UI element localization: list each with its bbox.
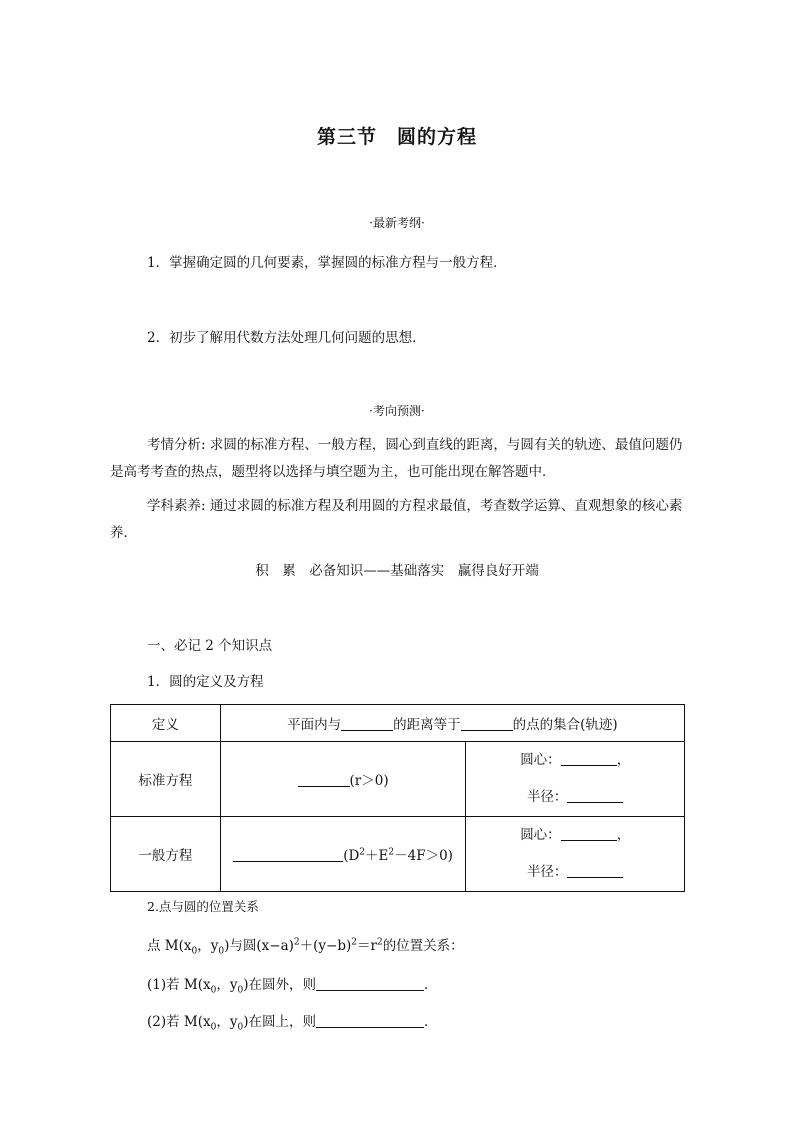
case-end: ． [424,977,438,993]
literacy-paragraph: 学科素养: 通过求圆的标准方程及利用圆的方程求最值，考查数学运算、直观想象的核心素养． [110,498,683,541]
position-heading: 2.点与圆的位置关系 [147,899,259,914]
circle-definition-table [110,704,685,892]
section-latest-heading: ·最新考纲· [369,216,425,230]
page-title: 第三节 圆的方程 [316,126,477,148]
fill-blank [567,863,623,878]
subscript: 0 [210,985,217,996]
definition-text-part: 平面内与 [287,717,342,733]
intro-part: 点 M(x [147,938,192,954]
intro-part: )与圆(x−a) [224,938,294,954]
subscript: 0 [218,946,225,957]
case-text: ，y [216,1014,238,1030]
superscript: 2 [293,937,300,948]
radius-label: 半径： [526,864,568,880]
definition-heading: 1．圆的定义及方程 [147,674,264,690]
fill-blank [461,716,513,731]
fill-blank [316,1013,424,1028]
general-center-radius-cell [466,817,685,892]
case-text: (2)若 M(x [147,1014,211,1030]
standard-condition: (r＞0) [349,773,389,789]
standard-center-radius-cell [466,742,685,817]
fill-blank [561,751,617,766]
table-row [111,817,685,892]
superscript: 2 [388,847,395,858]
superscript: 2 [351,937,357,948]
superscript: 2 [359,847,366,858]
latest-item-1: 1．掌握确定圆的几何要素，掌握圆的标准方程与一般方程． [147,255,507,271]
case-text: )在圆上，则 [243,1014,317,1030]
comma: ， [616,752,631,768]
subscript: 0 [237,985,244,996]
center-label: 圆心： [520,827,561,843]
center-line [466,742,684,779]
subscript: 0 [210,1022,217,1033]
general-condition-part: ＋E [365,848,389,864]
intro-part: ＋(y−b) [299,938,352,954]
general-condition-part: (D [343,848,360,864]
intro-part: ，y [197,938,219,954]
case-end: ． [424,1014,438,1030]
analysis-paragraph: 考情分析: 求圆的标准方程、一般方程，圆心到直线的距离，与圆有关的轨迹、最值问题仍是高考考查的热点，题型将以选择与填空题为主，也可能出现在解答题中． [110,437,683,480]
intro-part: ＝r [356,938,377,954]
fill-blank [561,826,617,841]
fill-blank [567,788,623,803]
knowledge-heading: 一、必记 2 个知识点 [147,638,273,654]
case-text: )在圆外，则 [243,977,317,993]
fill-blank [298,772,350,787]
general-condition-part: －4F＞0) [394,848,453,864]
fill-blank [316,976,424,991]
standard-equation-label: 标准方程 [111,742,221,817]
center-line [466,817,684,854]
standard-equation-cell [220,742,466,817]
definition-text [220,705,684,742]
case-outside [147,973,438,996]
definition-text-part: 的距离等于 [393,717,461,733]
case-on-circle [147,1010,438,1033]
table-row [111,742,685,817]
definition-label: 定义 [111,705,221,742]
subscript: 0 [191,946,198,957]
radius-line [466,779,684,816]
superscript: 2 [376,937,383,948]
center-label: 圆心： [520,752,561,768]
case-text: (1)若 M(x [147,977,211,993]
comma: ， [616,827,631,843]
accumulate-heading: 积 累 必备知识——基础落实 赢得良好开端 [255,563,539,579]
fill-blank [233,847,343,862]
table-row [111,705,685,742]
intro-part: 的位置关系： [382,938,464,954]
subscript: 0 [237,1022,244,1033]
definition-text-part: 的点的集合(轨迹) [512,717,618,733]
general-equation-cell [220,817,466,892]
position-intro [147,934,464,957]
general-equation-label: 一般方程 [111,817,221,892]
section-trend-heading: ·考向预测· [369,404,425,418]
radius-label: 半径： [526,789,568,805]
radius-line [466,854,684,891]
latest-item-2: 2．初步了解用代数方法处理几何问题的思想． [147,330,426,346]
fill-blank [341,716,393,731]
case-text: ，y [216,977,238,993]
